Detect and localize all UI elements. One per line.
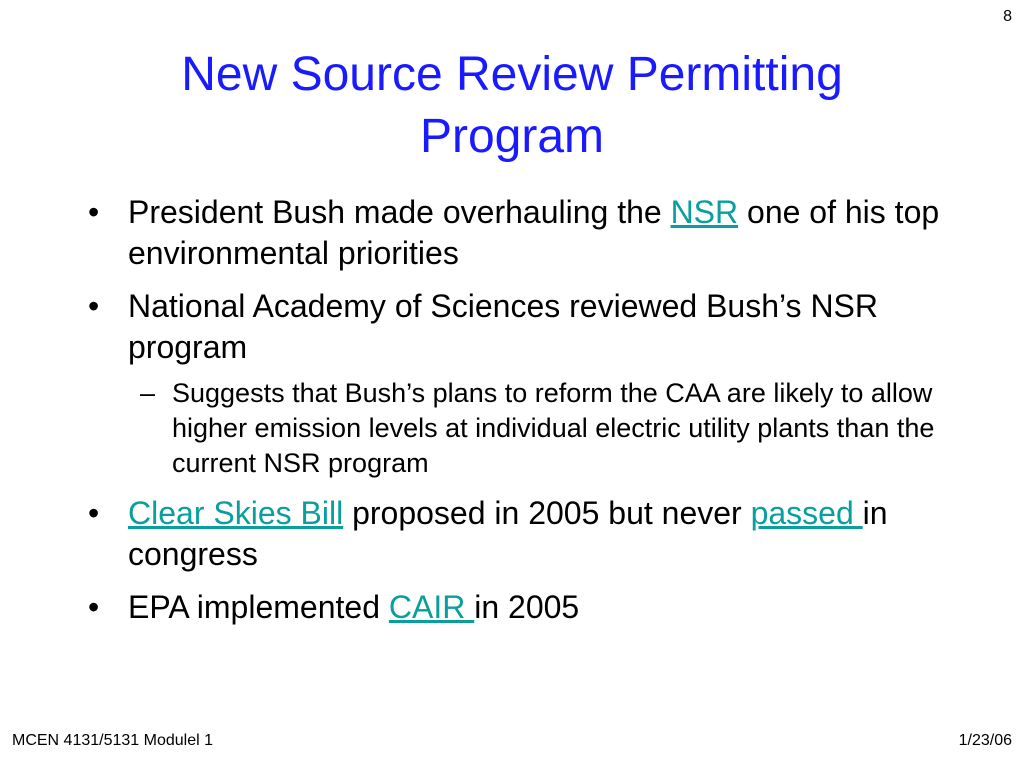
- sub-bullet-marker: –: [140, 378, 156, 408]
- bullet-list: [88, 192, 968, 640]
- bullet-text: National Academy of Sciences reviewed Bush’s NSR program: [128, 288, 878, 365]
- cair-link[interactable]: CAIR: [388, 589, 475, 625]
- footer-date: 1/23/06: [958, 732, 1012, 749]
- bullet-item-clear-skies: [88, 493, 968, 575]
- bullet-item-nas-review: [88, 286, 968, 481]
- slide-title-line-1: New Source Review Permitting: [181, 48, 843, 101]
- bullet-item-cair: [88, 587, 968, 628]
- slide-title-line-2: Program: [419, 110, 605, 163]
- slide-title: [60, 44, 964, 168]
- nsr-link[interactable]: NSR: [670, 194, 739, 230]
- slide-number: 8: [1003, 8, 1012, 25]
- clear-skies-bill-link[interactable]: Clear Skies Bill: [128, 495, 344, 531]
- bullet-text: proposed in 2005 but never: [343, 495, 751, 531]
- sub-bullet-list: [128, 376, 968, 481]
- bullet-text: President Bush made overhauling the: [128, 194, 671, 230]
- bullet-text: EPA implemented: [128, 589, 389, 625]
- bullet-marker: •: [88, 589, 100, 625]
- bullet-text: in congress: [128, 495, 888, 572]
- bullet-marker: •: [88, 194, 100, 230]
- bullet-text: one of his top environmental priorities: [128, 194, 940, 271]
- bullet-marker: •: [88, 288, 100, 324]
- sub-bullet-item-caa-reform: [128, 376, 968, 481]
- bullet-marker: •: [88, 495, 100, 531]
- sub-bullet-text: Suggests that Bush’s plans to reform the CAA are likely to allow higher emission levels at individual electric utility plants than the current NSR program: [172, 378, 935, 478]
- bullet-item-nsr-priority: [88, 192, 968, 274]
- passed-link[interactable]: passed: [750, 495, 863, 531]
- footer-course-label: MCEN 4131/5131 Modulel 1: [12, 732, 214, 749]
- bullet-text: in 2005: [474, 589, 580, 625]
